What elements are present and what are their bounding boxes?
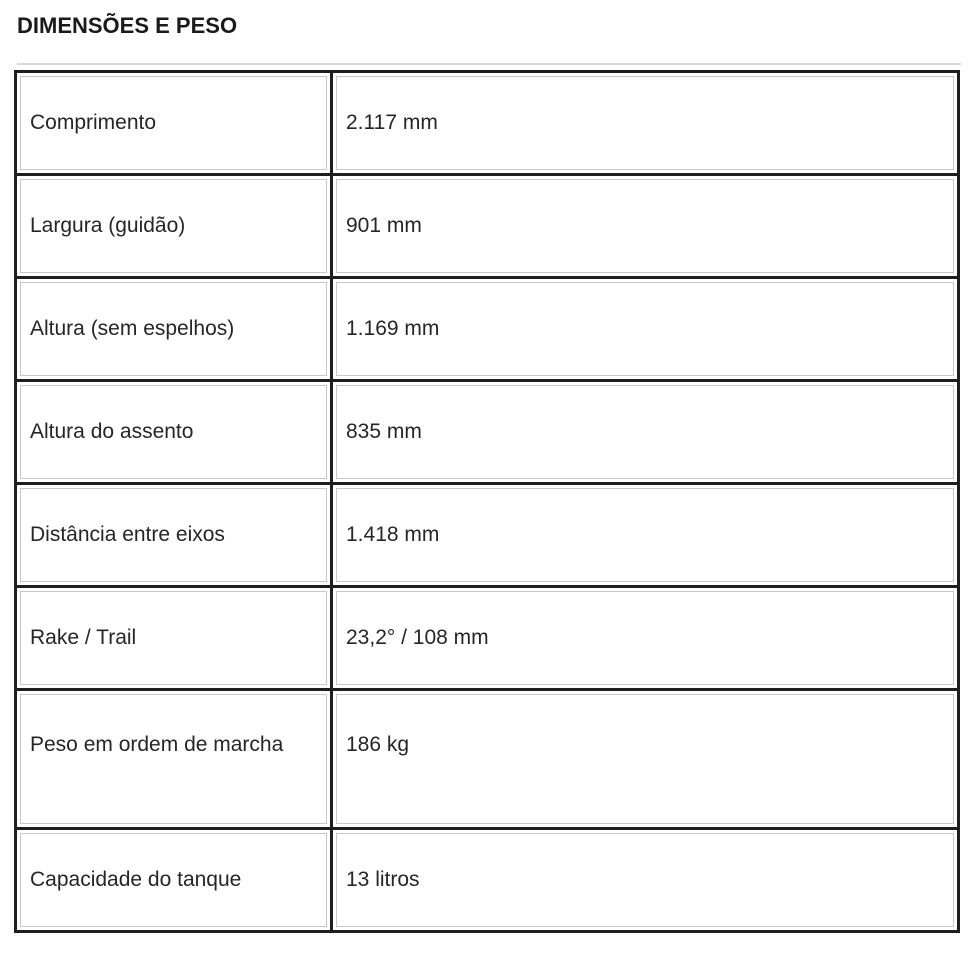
spec-value: 901 mm [336, 179, 954, 273]
spec-label: Capacidade do tanque [20, 833, 327, 927]
title-divider [17, 63, 961, 65]
spec-label-cell [17, 176, 333, 279]
table-row [17, 588, 957, 691]
spec-label: Altura (sem espelhos) [20, 282, 327, 376]
spec-label: Comprimento [20, 76, 327, 170]
spec-value-cell [333, 485, 957, 588]
spec-value-cell [333, 176, 957, 279]
spec-value-cell [333, 588, 957, 691]
spec-label: Peso em ordem de marcha [20, 694, 327, 824]
spec-label-cell [17, 691, 333, 830]
spec-value: 23,2° / 108 mm [336, 591, 954, 685]
section-title: DIMENSÕES E PESO [17, 13, 238, 38]
spec-value-cell [333, 830, 957, 930]
spec-label-cell [17, 279, 333, 382]
table-row [17, 176, 957, 279]
specs-table [14, 70, 960, 933]
spec-value: 1.418 mm [336, 488, 954, 582]
table-row [17, 73, 957, 176]
spec-value: 1.169 mm [336, 282, 954, 376]
spec-value-cell [333, 279, 957, 382]
spec-value-cell [333, 382, 957, 485]
spec-value-cell [333, 691, 957, 830]
spec-label-cell [17, 485, 333, 588]
spec-value: 13 litros [336, 833, 954, 927]
spec-label-cell [17, 382, 333, 485]
spec-label: Altura do assento [20, 385, 327, 479]
spec-value: 2.117 mm [336, 76, 954, 170]
spec-label-cell [17, 73, 333, 176]
table-row [17, 382, 957, 485]
spec-label: Largura (guidão) [20, 179, 327, 273]
spec-value: 835 mm [336, 385, 954, 479]
spec-value: 186 kg [336, 694, 954, 824]
spec-label: Rake / Trail [20, 591, 327, 685]
table-row [17, 279, 957, 382]
table-row [17, 691, 957, 830]
spec-label-cell [17, 830, 333, 930]
spec-label-cell [17, 588, 333, 691]
table-row [17, 830, 957, 930]
table-row [17, 485, 957, 588]
spec-value-cell [333, 73, 957, 176]
spec-label: Distância entre eixos [20, 488, 327, 582]
